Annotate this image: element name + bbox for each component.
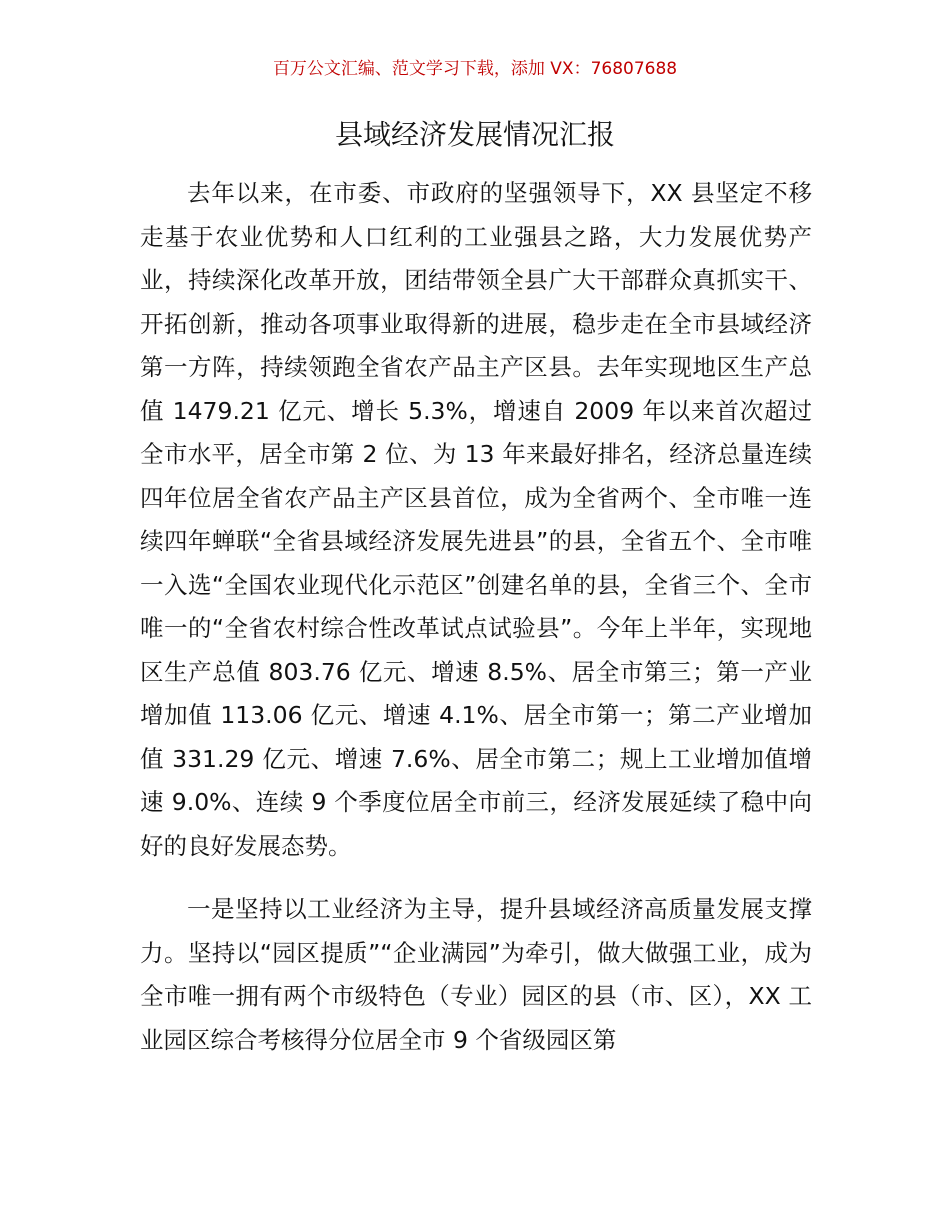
document-body	[140, 172, 812, 1062]
header-promo-note: 百万公文汇编、范文学习下载，添加 VX：76807688	[272, 59, 678, 79]
paragraph-industry: 一是坚持以工业经济为主导，提升县域经济高质量发展支撑力。坚持以“园区提质”“企业满园”为牵引，做大做强工业，成为全市唯一拥有两个市级特色（专业）园区的县（市、区），XX 工业园区综合考核得分位居全市 9 个省级园区第	[140, 895, 812, 1054]
paragraph-intro: 去年以来，在市委、市政府的坚强领导下，XX 县坚定不移走基于农业优势和人口红利的工业强县之路，大力发展优势产业，持续深化改革开放，团结带领全县广大干部群众真抓实干、开拓创新，推动各项事业取得新的进展，稳步走在全市县域经济第一方阵，持续领跑全省农产品主产区县。去年实现地区生产总值 1479.21 亿元、增长 5.3%，增速自 2009 年以来首次超过全市水平，居全市第 2 位、为 13 年来最好排名，经济总量连续四年位居全省农产品主产区县首位，成为全省两个、全市唯一连续四年蝉联“全省县域经济发展先进县”的县，全省五个、全市唯一入选“全国农业现代化示范区”创建名单的县，全省三个、全市唯一的“全省农村综合性改革试点试验县”。今年上半年，实现地区生产总值 803.76 亿元、增速 8.5%、居全市第三；第一产业增加值 113.06 亿元、增速 4.1%、居全市第一；第二产业增加值 331.29 亿元、增速 7.6%、居全市第二；规上工业增加值增速 9.0%、连续 9 个季度位居全市前三，经济发展延续了稳中向好的良好发展态势。	[140, 179, 812, 860]
document-title: 县域经济发展情况汇报	[334, 118, 615, 151]
